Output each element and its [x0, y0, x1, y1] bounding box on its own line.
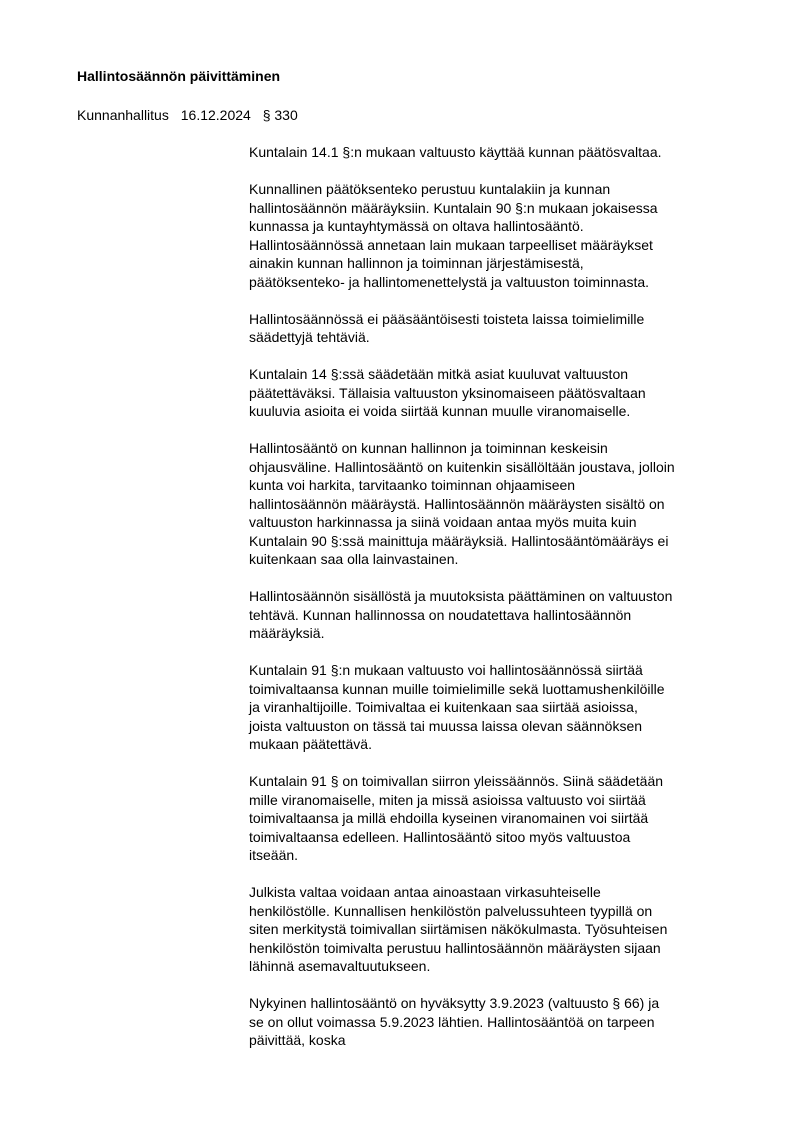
- body-paragraph: [249, 310, 749, 347]
- paragraph-line: se on ollut voimassa 5.9.2023 lähtien. Hallintosääntöä on tarpeen: [249, 1013, 655, 1030]
- paragraph-line: Kuntalain 91 §:n mukaan valtuusto voi hallintosäännössä siirtää: [249, 662, 643, 678]
- body-paragraph: [249, 365, 749, 421]
- document-body: [249, 143, 749, 1068]
- paragraph-line: toimivaltaansa ja millä ehdoilla kyseinen viranomainen voi siirtää: [249, 810, 649, 826]
- meeting-reference: [77, 106, 298, 124]
- meeting-section: § 330: [262, 107, 298, 123]
- paragraph-line: Hallintosääntö on kunnan hallinnon ja toiminnan keskeisin: [249, 440, 608, 456]
- paragraph-line: määräyksiä.: [249, 625, 325, 641]
- paragraph-line: siten merkitystä toimivallan siirtämisen näkökulmasta. Työsuhteisen: [249, 921, 668, 937]
- meeting-date: 16.12.2024: [180, 107, 251, 123]
- document-title: Hallintosäännön päivittäminen: [77, 68, 281, 84]
- body-paragraph: [249, 661, 749, 754]
- paragraph-line: Kuntalain 90 §:ssä mainittuja määräyksiä. Hallintosääntömääräys ei: [249, 532, 669, 549]
- paragraph-line: Kunnallinen päätöksenteko perustuu kuntalakiin ja kunnan: [249, 181, 611, 197]
- paragraph-line: toimivaltaansa kunnan muille toimielimille sekä luottamushenkilöille: [249, 680, 665, 697]
- paragraph-line: päivittää, koska: [249, 1032, 346, 1048]
- paragraph-line: Hallintosäännössä ei pääsääntöisesti toisteta laissa toimielimille: [249, 310, 645, 327]
- paragraph-line: ohjausväline. Hallintosääntö on kuitenkin sisällöltään joustava, jolloin: [249, 458, 675, 475]
- paragraph-line: toimivaltaansa edelleen. Hallintosääntö sitoo myös valtuustoa: [249, 828, 631, 845]
- body-paragraph: [249, 143, 749, 162]
- paragraph-line: joista valtuuston on tässä tai muussa laissa olevan säännöksen: [249, 717, 643, 734]
- paragraph-line: Kuntalain 91 § on toimivallan siirron yleissäännös. Siinä säädetään: [249, 773, 664, 789]
- paragraph-line: kunnassa ja kuntayhtymässä on oltava hallintosääntö.: [249, 218, 584, 234]
- paragraph-line: kunta voi harkita, tarvitaanko toiminnan ohjaamiseen: [249, 477, 576, 493]
- body-paragraph: [249, 772, 749, 865]
- paragraph-line: Hallintosäännössä annetaan lain mukaan tarpeelliset määräykset: [249, 236, 653, 253]
- meeting-body: Kunnanhallitus: [77, 107, 169, 123]
- paragraph-line: mukaan päätettävä.: [249, 736, 372, 752]
- paragraph-line: Nykyinen hallintosääntö on hyväksytty 3.9.2023 (valtuusto § 66) ja: [249, 995, 660, 1011]
- paragraph-line: ainakin kunnan hallinnon ja toiminnan järjestämisestä,: [249, 255, 584, 271]
- paragraph-line: päätöksenteko- ja hallintomenettelystä ja valtuuston toiminnasta.: [249, 273, 650, 290]
- paragraph-line: Julkista valtaa voidaan antaa ainoastaan virkasuhteiselle: [249, 884, 601, 900]
- paragraph-line: lähinnä asemavaltuutukseen.: [249, 958, 431, 974]
- body-paragraph: [249, 994, 749, 1050]
- paragraph-line: kuitenkaan saa olla lainvastainen.: [249, 551, 459, 567]
- paragraph-line: Kuntalain 14 §:ssä säädetään mitkä asiat kuuluvat valtuuston: [249, 366, 629, 382]
- paragraph-line: henkilöstön toimivalta perustuu hallintosäännön määräysten sijaan: [249, 939, 661, 956]
- paragraph-line: säädettyjä tehtäviä.: [249, 329, 370, 345]
- paragraph-line: Hallintosäännön sisällöstä ja muutoksista päättäminen on valtuuston: [249, 588, 673, 604]
- paragraph-line: itseään.: [249, 847, 299, 863]
- body-paragraph: [249, 439, 749, 569]
- body-paragraph: [249, 883, 749, 976]
- body-paragraph: [249, 587, 749, 643]
- paragraph-line: hallintosäännön määräyksiin. Kuntalain 90 §:n mukaan jokaisessa: [249, 199, 658, 216]
- paragraph-line: valtuuston harkinnassa ja siinä voidaan antaa myös muita kuin: [249, 514, 637, 530]
- body-paragraph: [249, 180, 749, 291]
- paragraph-line: päätettäväksi. Tällaisia valtuuston yksinomaiseen päätösvaltaan: [249, 384, 646, 401]
- paragraph-line: ja viranhaltijoille. Toimivaltaa ei kuitenkaan saa siirtää asioissa,: [249, 699, 638, 715]
- paragraph-line: mille viranomaiselle, miten ja missä asioissa valtuusto voi siirtää: [249, 791, 646, 808]
- paragraph-line: kuuluvia asioita ei voida siirtää kunnan muulle viranomaiselle.: [249, 403, 631, 419]
- paragraph-line: Kuntalain 14.1 §:n mukaan valtuusto käyttää kunnan päätösvaltaa.: [249, 144, 662, 160]
- paragraph-line: hallintosäännön määräystä. Hallintosäännön määräysten sisältö on: [249, 495, 665, 512]
- paragraph-line: henkilöstölle. Kunnallisen henkilöstön palvelussuhteen tyypillä on: [249, 902, 653, 919]
- paragraph-line: tehtävä. Kunnan hallinnossa on noudatettava hallintosäännön: [249, 606, 632, 623]
